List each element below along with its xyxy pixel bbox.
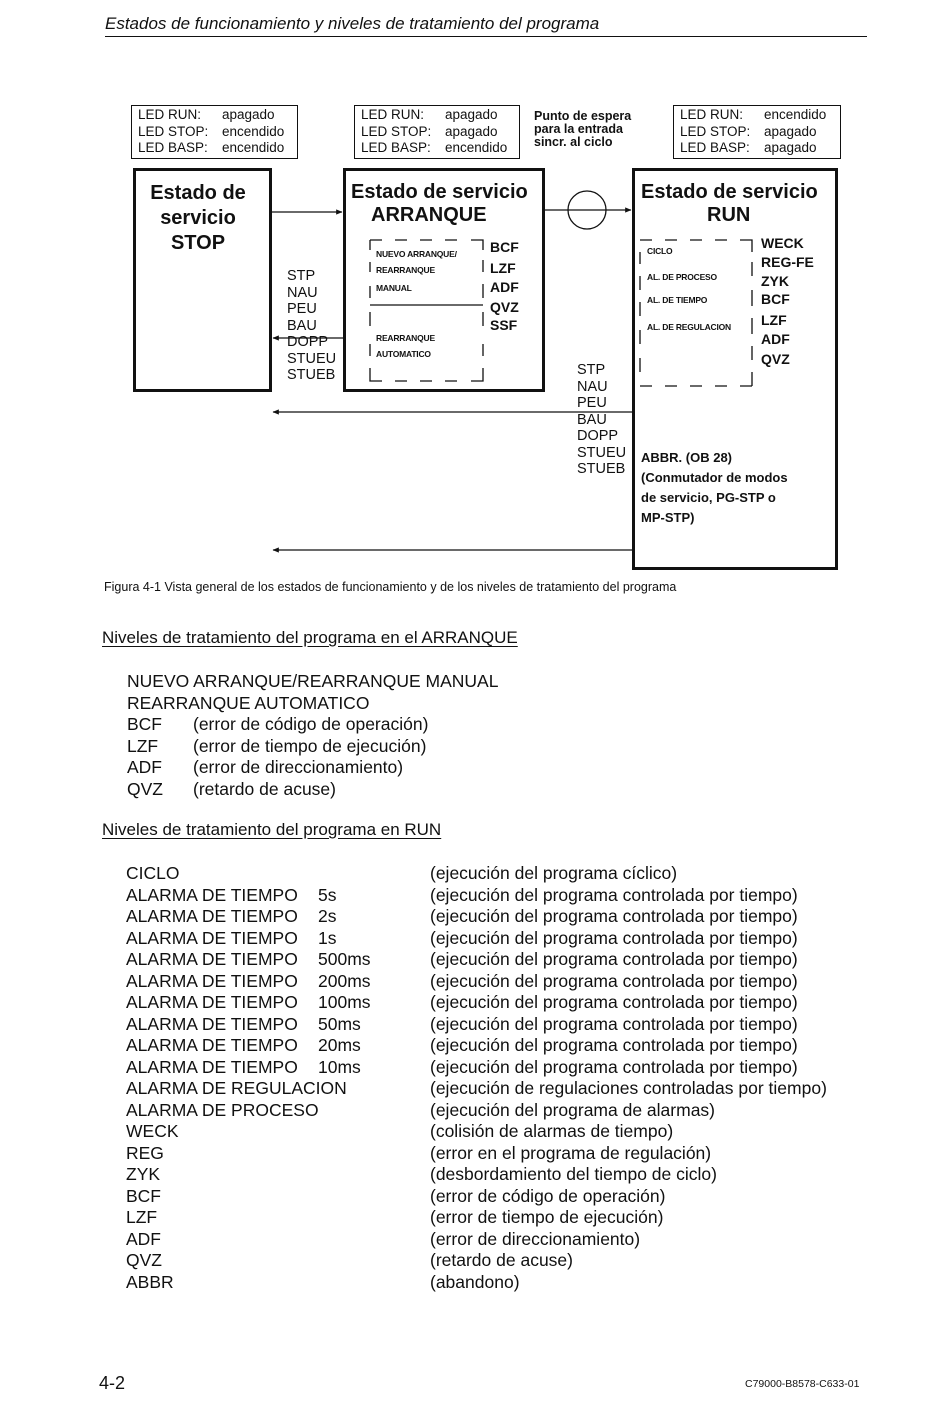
run-level-description: (ejecución de regulaciones controladas por tiempo) [430, 1078, 827, 1098]
signals-run-to-stop [577, 362, 626, 478]
run-level-row [126, 906, 846, 928]
arranque-error-code: SSF [490, 317, 518, 333]
run-level-description: (ejecución del programa controlada por tiempo) [430, 949, 798, 969]
signal-label: PEU [287, 301, 317, 317]
run-level-name: ADF [126, 1228, 161, 1249]
run-level-description: (ejecución del programa controlada por tiempo) [430, 1056, 798, 1077]
led-value: apagado [445, 107, 498, 122]
signal-label: NAU [577, 378, 608, 395]
arranque-error-item [127, 736, 498, 758]
run-level-description: (error de tiempo de ejecución) [430, 1207, 664, 1227]
run-error-code: REG-FE [761, 254, 814, 270]
run-level-interval: 10ms [318, 1056, 361, 1077]
signal-label: DOPP [577, 428, 619, 444]
run-level-row [126, 1272, 846, 1294]
led-box-arranque [354, 105, 520, 159]
run-level-name: QVZ [126, 1250, 162, 1270]
run-error-code: ZYK [761, 273, 789, 289]
led-label: LED BASP: [138, 140, 208, 155]
run-level-row [126, 1100, 846, 1122]
run-level-name: ALARMA DE PROCESO [126, 1099, 319, 1120]
arranque-error-code: LZF [490, 260, 516, 276]
run-level-interval [318, 1229, 430, 1251]
run-level-interval [318, 1121, 430, 1143]
run-level-description: (ejecución del programa controlada por tiempo) [430, 884, 798, 905]
run-level-row [126, 1250, 846, 1272]
error-code: QVZ [127, 778, 163, 799]
run-level-name: ALARMA DE TIEMPO [126, 992, 298, 1012]
figure-caption: Figura 4-1 Vista general de los estados de funcionamiento y de los niveles de tratamiento del programa [104, 580, 677, 594]
error-code: BCF [127, 714, 162, 734]
signal-label: STP [577, 362, 606, 378]
run-level-name: BCF [126, 1185, 161, 1206]
run-level-name: WECK [126, 1121, 179, 1141]
error-desc: (error de direccionamiento) [193, 757, 404, 777]
run-level-name: ALARMA DE TIEMPO [126, 1056, 298, 1077]
run-level-row [126, 928, 846, 950]
signal-label: STUEB [287, 367, 336, 383]
run-level-row [126, 1229, 846, 1251]
run-level-interval: 5s [318, 884, 337, 905]
signals-arranque-to-stop [287, 268, 336, 384]
abbr-note-line: (Conmutador de modos [641, 470, 788, 485]
run-level-description: (abandono) [430, 1271, 520, 1292]
arranque-error-code: BCF [490, 239, 519, 255]
run-level-description: (ejecución del programa de alarmas) [430, 1099, 715, 1120]
led-value: apagado [764, 123, 817, 139]
run-level-row [126, 971, 846, 993]
led-label: LED STOP: [138, 123, 209, 139]
run-level-interval [318, 1100, 430, 1122]
run-level-interval: 50ms [318, 1013, 361, 1034]
led-value: encendido [222, 123, 285, 139]
section-heading-run: Niveles de tratamiento del programa en RUN [102, 820, 442, 839]
run-level-description: (ejecución del programa controlada por tiempo) [430, 992, 798, 1012]
run-level-interval [318, 1143, 430, 1165]
page-header-title: Estados de funcionamiento y niveles de tratamiento del programa [105, 14, 600, 33]
led-label: LED RUN: [361, 107, 425, 122]
run-level-name: ZYK [126, 1164, 161, 1184]
run-level-description: (retardo de acuse) [430, 1250, 573, 1270]
signal-label: STUEU [577, 444, 627, 461]
run-level-row [126, 1186, 846, 1208]
run-level: AL. DE REGULACION [647, 322, 731, 332]
arranque-level: AUTOMATICO [376, 349, 431, 359]
run-level-name: REG [126, 1142, 164, 1163]
led-label: LED STOP: [680, 123, 751, 139]
arranque-level-line: REARRANQUE AUTOMATICO [127, 692, 370, 713]
run-level-description: (error de direccionamiento) [430, 1228, 641, 1249]
signal-label: NAU [287, 284, 318, 301]
led-label: LED BASP: [680, 140, 750, 155]
run-level-row [126, 1121, 846, 1143]
error-desc: (error de tiempo de ejecución) [193, 735, 427, 756]
run-level-name: ALARMA DE TIEMPO [126, 927, 298, 948]
run-level-name: LZF [126, 1207, 158, 1227]
wait-point-note [534, 110, 631, 149]
run-level-description: (colisión de alarmas de tiempo) [430, 1121, 674, 1141]
signal-label: BAU [577, 411, 607, 428]
run-level-row [126, 1164, 846, 1186]
abbr-note-line: ABBR. (OB 28) [641, 450, 733, 465]
run-level-description: (ejecución del programa controlada por tiempo) [430, 1035, 798, 1055]
arranque-state-subtitle: ARRANQUE [371, 204, 487, 226]
error-desc: (error de código de operación) [193, 714, 429, 734]
run-level-interval [318, 1164, 430, 1186]
led-value: encendido [445, 140, 508, 155]
run-level-description: (desbordamiento del tiempo de ciclo) [430, 1164, 717, 1184]
run-level-interval: 1s [318, 927, 337, 948]
run-level-interval: 100ms [318, 992, 371, 1012]
led-value: encendido [222, 140, 285, 155]
run-level-name: ABBR [126, 1271, 174, 1292]
signal-label: DOPP [287, 334, 329, 350]
run-level-description: (ejecución del programa cíclico) [430, 863, 678, 883]
run-level-name: ALARMA DE TIEMPO [126, 884, 298, 905]
led-value: encendido [764, 107, 827, 122]
run-level-interval [318, 1186, 430, 1208]
stop-title-line: Estado de [150, 182, 246, 204]
document-code: C79000-B8578-C633-01 [745, 1378, 860, 1390]
run-error-code: ADF [761, 331, 790, 347]
run-level-name: ALARMA DE TIEMPO [126, 949, 298, 969]
led-value: apagado [445, 123, 498, 139]
run-level-interval [318, 1078, 430, 1100]
run-level-row [126, 885, 846, 907]
arranque-error-item [127, 779, 498, 801]
run-level-name: ALARMA DE TIEMPO [126, 1013, 298, 1034]
run-levels-list [126, 863, 846, 1293]
run-level-row [126, 949, 846, 971]
section-heading-arranque: Niveles de tratamiento del programa en el ARRANQUE [102, 628, 518, 647]
wait-note-line: sincr. al ciclo [534, 135, 613, 149]
signal-label: PEU [577, 395, 607, 411]
stop-state-title [136, 181, 260, 256]
run-error-code: LZF [761, 312, 787, 328]
error-code: ADF [127, 757, 162, 777]
signal-label: STUEU [287, 350, 337, 367]
led-label: LED RUN: [138, 107, 202, 122]
arranque-state-title: Estado de servicio [351, 181, 528, 203]
run-level-interval: 2s [318, 906, 337, 926]
wait-note-line: para la entrada [534, 122, 623, 136]
led-value: apagado [764, 140, 817, 155]
led-label: LED RUN: [680, 107, 744, 122]
arranque-level: REARRANQUE [376, 265, 435, 275]
arranque-error-code: ADF [490, 279, 519, 295]
run-level: AL. DE TIEMPO [647, 295, 708, 305]
run-level-interval [318, 863, 430, 885]
run-level-name: ALARMA DE TIEMPO [126, 970, 298, 991]
run-level-row [126, 1014, 846, 1036]
run-level-description: (ejecución del programa controlada por tiempo) [430, 906, 798, 926]
run-level-interval: 500ms [318, 949, 371, 969]
run-level-row [126, 1057, 846, 1079]
run-level-description: (ejecución del programa controlada por tiempo) [430, 927, 798, 948]
abbr-note-line: de servicio, PG-STP o [641, 490, 776, 505]
error-desc: (retardo de acuse) [193, 778, 336, 799]
arranque-error-item [127, 757, 498, 779]
run-level-name: ALARMA DE TIEMPO [126, 906, 298, 926]
run-level-interval [318, 1272, 430, 1294]
error-code: LZF [127, 735, 159, 756]
run-error-code: WECK [761, 235, 804, 251]
run-level-name: ALARMA DE TIEMPO [126, 1035, 298, 1055]
run-level-interval [318, 1250, 430, 1272]
arranque-level-line: NUEVO ARRANQUE/REARRANQUE MANUAL [127, 671, 499, 691]
run-level-description: (error de código de operación) [430, 1185, 666, 1206]
led-label: LED STOP: [361, 123, 432, 139]
run-level: CICLO [647, 246, 673, 256]
run-level-description: (ejecución del programa controlada por tiempo) [430, 970, 798, 991]
run-level-row [126, 992, 846, 1014]
wait-note-line: Punto de espera [534, 109, 632, 123]
arranque-error-item [127, 714, 498, 736]
led-label: LED BASP: [361, 140, 431, 155]
run-level-interval: 200ms [318, 970, 371, 991]
signal-label: STP [287, 268, 316, 284]
arranque-level: NUEVO ARRANQUE/ [376, 249, 457, 259]
run-level-row [126, 1035, 846, 1057]
run-level-row [126, 1207, 846, 1229]
run-level-row [126, 1078, 846, 1100]
signal-label: STUEB [577, 461, 626, 477]
run-error-code: BCF [761, 291, 790, 307]
abbr-note-line: MP-STP) [641, 510, 695, 525]
run-state-subtitle: RUN [707, 204, 751, 226]
stop-title-line: servicio [160, 207, 236, 229]
arranque-level: REARRANQUE [376, 333, 435, 343]
run-level-name: ALARMA DE REGULACION [126, 1078, 347, 1098]
page-number: 4-2 [99, 1373, 126, 1393]
led-box-run [673, 105, 841, 159]
arranque-level: MANUAL [376, 283, 412, 293]
run-level-row [126, 863, 846, 885]
run-level-description: (error en el programa de regulación) [430, 1142, 712, 1163]
run-level-description: (ejecución del programa controlada por tiempo) [430, 1013, 798, 1034]
run-level-interval: 20ms [318, 1035, 361, 1055]
run-state-title: Estado de servicio [641, 181, 818, 203]
run-level-interval [318, 1207, 430, 1229]
arranque-levels-list [127, 671, 498, 800]
arranque-error-code: QVZ [490, 299, 519, 315]
led-value: apagado [222, 107, 275, 122]
abbr-note [641, 448, 788, 528]
run-level: AL. DE PROCESO [647, 272, 717, 282]
led-box-stop [131, 105, 298, 159]
run-error-code: QVZ [761, 351, 790, 367]
run-level-row [126, 1143, 846, 1165]
signal-label: BAU [287, 317, 317, 334]
run-level-name: CICLO [126, 863, 180, 883]
stop-title-line: STOP [170, 232, 226, 254]
